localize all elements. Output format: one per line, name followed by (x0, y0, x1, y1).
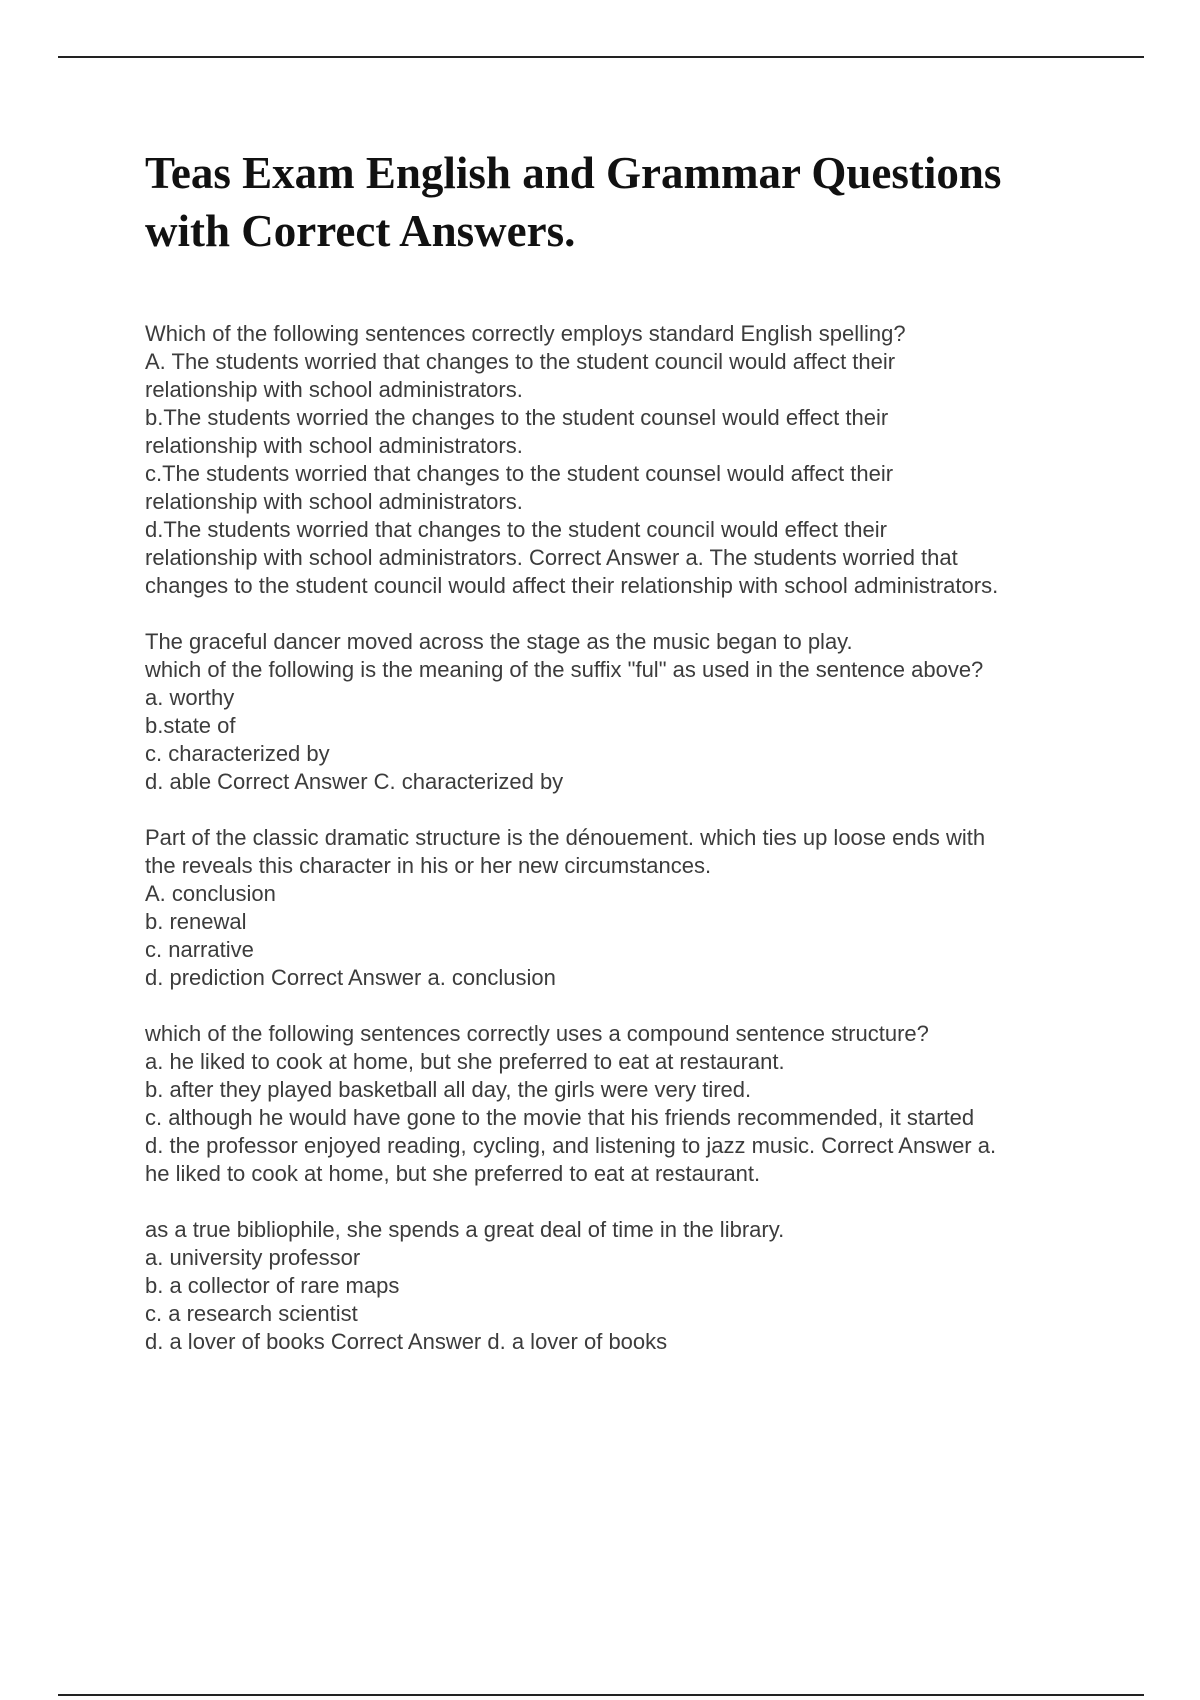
top-rule (58, 56, 1144, 58)
question-block-1 (145, 320, 1085, 600)
question-2-line: d. able Correct Answer C. characterized by (145, 769, 564, 794)
question-2-prompt: The graceful dancer moved across the stage as the music began to play. (145, 629, 853, 654)
question-1-line: relationship with school administrators. (145, 377, 523, 402)
title-line-1: Teas Exam English and Grammar Questions (145, 148, 1002, 198)
question-1-line: A. The students worried that changes to the student council would affect their (145, 349, 896, 374)
question-4-line: b. after they played basketball all day, the girls were very tired. (145, 1077, 752, 1102)
question-list (145, 320, 1085, 1356)
question-3-line: b. renewal (145, 909, 247, 934)
document-body (145, 144, 1085, 1384)
question-1-line: relationship with school administrators. (145, 433, 523, 458)
question-4-line: he liked to cook at home, but she preferred to eat at restaurant. (145, 1161, 761, 1186)
question-4-line: a. he liked to cook at home, but she preferred to eat at restaurant. (145, 1049, 785, 1074)
question-5-prompt: as a true bibliophile, she spends a great deal of time in the library. (145, 1217, 785, 1242)
title-line-2: with Correct Answers. (145, 206, 576, 256)
question-5-line: a. university professor (145, 1245, 361, 1270)
question-1-line: relationship with school administrators. Correct Answer a. The students worried that (145, 545, 958, 570)
question-3-prompt: Part of the classic dramatic structure is the dénouement. which ties up loose ends with (145, 825, 986, 850)
question-block-2 (145, 628, 1085, 796)
question-5-line: c. a research scientist (145, 1301, 358, 1326)
question-block-4 (145, 1020, 1085, 1188)
question-3-line: A. conclusion (145, 881, 276, 906)
question-1-line: c.The students worried that changes to the student counsel would affect their (145, 461, 894, 486)
question-block-3 (145, 824, 1085, 992)
question-block-5 (145, 1216, 1085, 1356)
question-5-line: d. a lover of books Correct Answer d. a lover of books (145, 1329, 668, 1354)
question-2-line: c. characterized by (145, 741, 330, 766)
question-2-line: b.state of (145, 713, 236, 738)
question-2-line: which of the following is the meaning of the suffix "ful" as used in the sentence above? (145, 657, 984, 682)
question-3-line: the reveals this character in his or her new circumstances. (145, 853, 712, 878)
question-1-line: relationship with school administrators. (145, 489, 523, 514)
question-3-line: d. prediction Correct Answer a. conclusion (145, 965, 556, 990)
question-1-prompt: Which of the following sentences correctly employs standard English spelling? (145, 321, 906, 346)
question-5-line: b. a collector of rare maps (145, 1273, 400, 1298)
question-1-line: d.The students worried that changes to the student council would effect their (145, 517, 887, 542)
question-1-line: b.The students worried the changes to the student counsel would effect their (145, 405, 889, 430)
bottom-rule (58, 1694, 1144, 1696)
question-2-line: a. worthy (145, 685, 235, 710)
question-3-line: c. narrative (145, 937, 254, 962)
document-title (145, 144, 1085, 260)
question-4-line: c. although he would have gone to the movie that his friends recommended, it started (145, 1105, 975, 1130)
question-1-line: changes to the student council would affect their relationship with school administrators. (145, 573, 999, 598)
question-4-prompt: which of the following sentences correctly uses a compound sentence structure? (145, 1021, 929, 1046)
question-4-line: d. the professor enjoyed reading, cycling, and listening to jazz music. Correct Answer a. (145, 1133, 997, 1158)
